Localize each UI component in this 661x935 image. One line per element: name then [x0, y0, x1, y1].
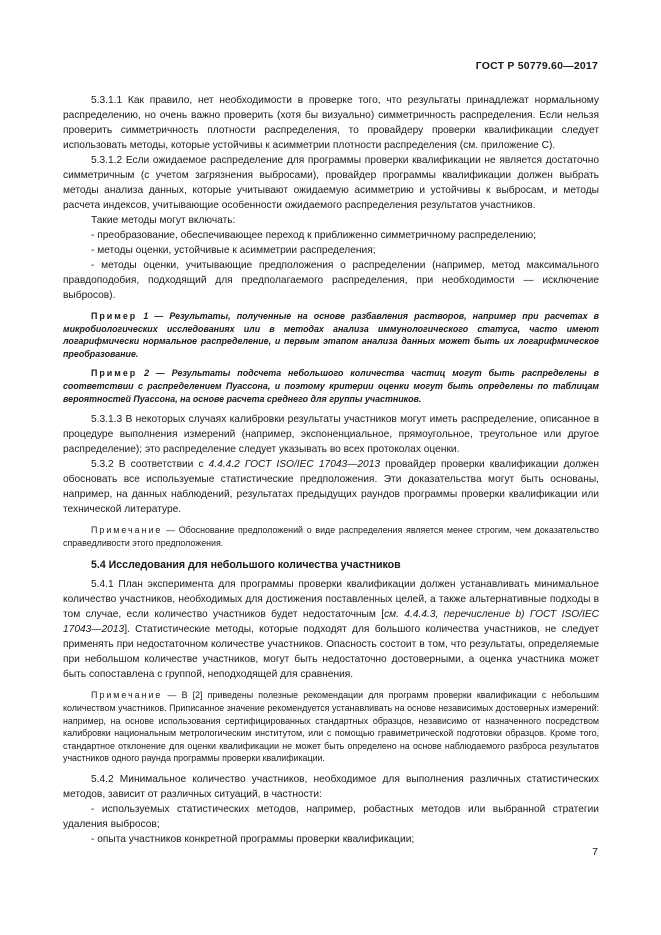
document-header-id: ГОСТ Р 50779.60—2017 [475, 60, 598, 72]
paragraph-5-3-2 [63, 457, 599, 517]
note-1 [63, 524, 599, 549]
example-label: Пример [91, 311, 138, 321]
paragraph-5-3-1-3: 5.3.1.3 В некоторых случаях калибровки результаты участников могут иметь распределение, описанное в процедуре выполнения измерений (например, экспоненциальное, прямоугольное, треугольное или другое распределение); это распределение следует указывать во всех протоколах оценки. [63, 414, 599, 456]
text-run: провайдер проверки квалификации должен обосновать все используемые статистические предположения. Эти доказательства могут быть основаны, например, на данных наблюдений, результатах предыдущих раундов программы проверки квалификации или технической литературе. [63, 459, 599, 516]
text-run: 5.4.1 План эксперимента для программы проверки квалификации должен устанавливать минимальное количество участников, необходимых для достижения поставленных целей, а также альтернативные подходы в том случае, если количество участников будет недостаточным [ [63, 579, 599, 621]
note-label: Примечание [91, 690, 163, 701]
list-item: - методы оценки, устойчивые к асимметрии распределения; [91, 245, 376, 256]
section-title: 5.4 Исследования для небольшого количества участников [91, 559, 401, 572]
list-item: - используемых статистических методов, например, робастных методов или выбранной стратегии удаления выбросов; [63, 803, 599, 830]
text-run: ]. Статистические методы, которые подходят для большого количества участников, не следует применять при недостаточном количестве участников. Опасность состоит в том, что результаты, определяемые при небольшом количестве участников, могут быть недостаточно достоверными, а оценка участника может быть сопоставлена с группой, неподходящей для сравнения. [63, 624, 599, 681]
methods-intro: Такие методы могут включать: [91, 215, 236, 226]
example-2 [63, 367, 599, 405]
list-item: - методы оценки, учитывающие предположения о распределении (например, метод максимального правдоподобия, подходящий для предполагаемого распределения, при необходимости — исключение выбросов). [63, 260, 599, 301]
standard-reference: см. 4.4.4.3, перечисление b) ГОСТ ISO/IEC 17043—2013 [63, 609, 600, 636]
list-item: - преобразование, обеспечивающее переход к приближенно симметричному распределению; [91, 230, 537, 241]
paragraph-5-4-1 [63, 577, 599, 682]
document-body [63, 93, 599, 847]
note-label: Примечание [91, 525, 163, 536]
text-run: 5.3.2 В соответствии с [91, 459, 209, 471]
note-text: — Обоснование предположений о виде распределения является менее строгим, чем доказательство справедливости этого предположения. [63, 525, 599, 548]
paragraph-5-3-1-2: 5.3.1.2 Если ожидаемое распределение для программы проверки квалификации не является достаточно симметричным (с учетом загрязнения выбросами), провайдер программы квалификации должен выбрать методы анализа данных, которые учитывают ожидаемую асимметрию и устойчивы к выбросам, и методы расчета индексов, учитывающие особенности ожидаемого распределения результатов участников. [63, 155, 599, 211]
example-1 [63, 310, 599, 360]
list-item: - опыта участников конкретной программы проверки квалификации; [91, 833, 415, 845]
example-text: 1 — Результаты, полученные на основе разбавления растворов, например при расчетах в микробиологических исследованиях или в методах анализа иммунологического статуса, часто имеют логарифмически нормальное распределение, и первым этапом анализа данных может быть их логарифмическое преобразование. [63, 311, 599, 359]
standard-reference: 4.4.4.2 ГОСТ ISO/IEC 17043—2013 [208, 459, 381, 471]
paragraph-5-3-1-1: 5.3.1.1 Как правило, нет необходимости в проверке того, что результаты принадлежат нормальному распределению, но очень важно проверить (хотя бы визуально) симметричность распределения. Если нельзя проверить симметричность плотности распределения, то провайдеру проверки квалификации следует использовать методы, которые устойчивы к асимметрии плотности распределения (см. приложение С). [63, 95, 599, 151]
note-2 [63, 689, 599, 765]
example-text: 2 — Результаты подсчета небольшого количества частиц могут быть распределены в соответствии с распределением Пуассона, и поэтому критерии оценки могут быть определены по таблицам вероятностей Пуассона, на основе расчета среднего для группы участников. [63, 368, 599, 404]
note-text: — В [2] приведены полезные рекомендации для программ проверки квалификации с небольшим количеством участников. Приписанное значение рекомендуется устанавливать на основе независимых достоверных измерений: например, на основе использования сертифицированных стандартных образцов, независимо от назначенного посредством калибровки национальным метрологическим институтом, или с помощью гравиметрической подготовки образцов. Кроме того, стандартное отклонение для оценки квалификации не может быть определено на основе наблюдаемого разброса результатов участников одного раунда программы проверки квалификации. [63, 690, 599, 764]
page-number: 7 [592, 846, 598, 858]
example-label: Пример [91, 368, 138, 379]
paragraph-5-4-2: 5.4.2 Минимальное количество участников, необходимое для выполнения различных статистических методов, зависит от различных ситуаций, в частности: [63, 773, 599, 800]
